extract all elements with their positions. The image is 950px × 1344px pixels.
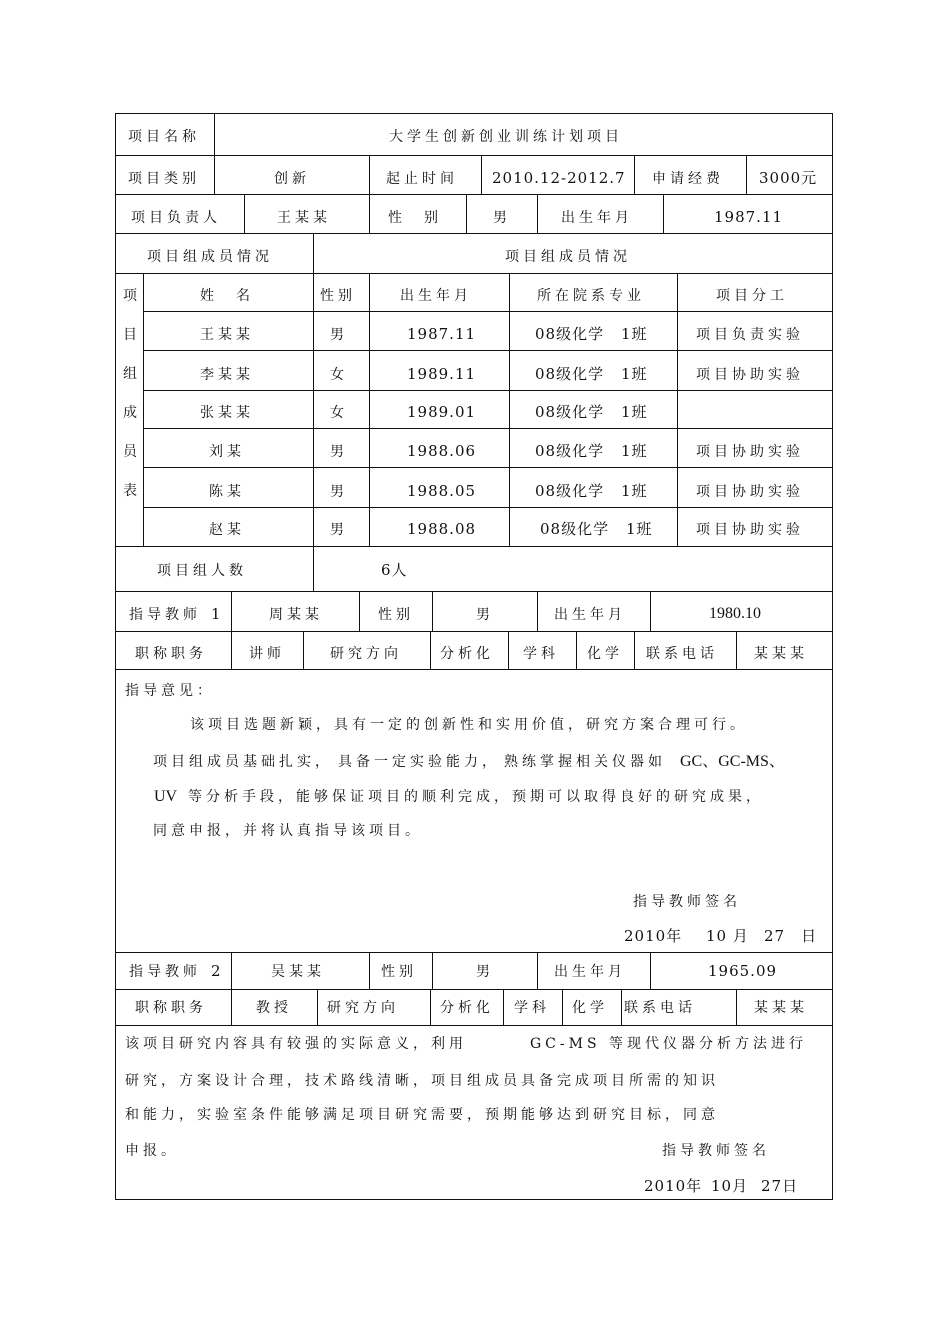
member-gender: 男	[330, 484, 348, 500]
teacher1-opinion-line: 等分析手段，能够保证项目的顺利完成，预期可以取得良好的研究成果，	[188, 789, 764, 805]
divider	[634, 632, 635, 670]
teacher2-gender: 男	[476, 964, 494, 980]
teacher1-opinion-line: 同意申报，并将认真指导该项目。	[153, 823, 423, 839]
teacher1-gender-label: 性别	[378, 607, 414, 623]
side-label-char: 项	[123, 288, 141, 304]
member-gender: 男	[330, 522, 348, 538]
member-class: 08级化学	[535, 482, 605, 500]
divider	[313, 234, 314, 274]
teacher1-opinion-line: 该项目选题新颖，具有一定的创新性和实用价值，研究方案合理可行。	[190, 717, 748, 733]
divider	[313, 547, 314, 592]
header-name: 姓 名	[200, 288, 254, 304]
teacher1-opinion-line: 项目组成员基础扎实，	[153, 754, 333, 770]
teacher2-date-day: 27日	[761, 1177, 799, 1195]
member-gender: 女	[330, 367, 348, 383]
row-teacher1-opinion	[115, 670, 833, 953]
member-birth: 1988.06	[407, 442, 477, 460]
budget-label: 申请经费	[652, 171, 724, 187]
divider	[369, 156, 370, 195]
side-label-char: 成	[123, 405, 141, 421]
leader-gender: 男	[493, 210, 511, 226]
divider	[503, 990, 504, 1026]
project-name-value: 大学生创新创业训练计划项目	[389, 129, 623, 145]
teacher2-subject: 化学	[572, 1000, 608, 1016]
teacher1-phone: 某某某	[754, 646, 808, 662]
teacher1-name: 周某某	[269, 607, 323, 623]
teacher2-subject-label: 学科	[514, 1000, 550, 1016]
teacher1-opinion-title: 指导意见：	[125, 683, 215, 699]
member-count-value: 6人	[381, 561, 408, 579]
divider	[621, 990, 622, 1026]
member-birth: 1989.11	[407, 365, 477, 383]
divider	[634, 156, 635, 195]
teacher2-index: 2	[211, 962, 222, 980]
divider	[537, 195, 538, 234]
member-count-label: 项目组人数	[157, 563, 247, 579]
divider	[736, 990, 737, 1026]
header-birth: 出生年月	[400, 288, 472, 304]
teacher2-opinion-line: GC-MS 等现代仪器分析方法进行	[530, 1036, 808, 1052]
member-name: 李某某	[200, 367, 254, 383]
divider	[313, 274, 314, 547]
member-year: 1班	[621, 482, 648, 500]
divider	[214, 156, 215, 195]
teacher2-opinion-line: 该项目研究内容具有较强的实际意义，利用	[125, 1036, 467, 1052]
teacher2-opinion-line: 和能力，实验室条件能够满足项目研究需要，预期能够达到研究目标，同意	[125, 1107, 719, 1123]
divider	[430, 632, 431, 670]
divider	[359, 592, 360, 632]
divider	[537, 592, 538, 632]
divider	[562, 990, 563, 1026]
member-class: 08级化学	[540, 520, 610, 538]
member-gender: 男	[330, 327, 348, 343]
divider	[466, 195, 467, 234]
teacher1-opinion-line: UV	[154, 788, 178, 805]
teacher2-birth-label: 出生年月	[554, 964, 626, 980]
divider	[369, 953, 370, 990]
teacher1-birth-label: 出生年月	[554, 607, 626, 623]
leader-name: 王某某	[277, 210, 331, 226]
divider	[369, 195, 370, 234]
member-name: 刘某	[209, 444, 245, 460]
teacher2-research-label: 研究方向	[327, 1000, 399, 1016]
member-birth: 1988.05	[407, 482, 477, 500]
teacher1-title-label: 职称职务	[135, 646, 207, 662]
header-gender: 性别	[320, 288, 356, 304]
teacher2-opinion-line: 申报。	[125, 1143, 179, 1159]
project-type-value: 创新	[274, 171, 310, 187]
divider	[677, 274, 678, 547]
project-name-label: 项目名称	[128, 129, 200, 145]
teacher1-research-label: 研究方向	[330, 646, 402, 662]
divider	[537, 953, 538, 990]
teacher2-opinion-line: 研究，方案设计合理，技术路线清晰，项目组成员具备完成项目所需的知识	[125, 1073, 719, 1089]
member-year: 1班	[621, 442, 648, 460]
teacher2-title: 教授	[256, 1000, 292, 1016]
member-role: 项目协助实验	[696, 484, 804, 500]
project-type-label: 项目类别	[128, 171, 200, 187]
teacher1-phone-label: 联系电话	[646, 646, 718, 662]
divider	[663, 195, 664, 234]
leader-birth-label: 出生年月	[561, 210, 633, 226]
member-birth: 1988.08	[407, 520, 477, 538]
member-year: 1班	[621, 403, 648, 421]
divider	[231, 592, 232, 670]
teacher2-phone-label: 联系电话	[624, 1000, 696, 1016]
teacher1-research: 分析化	[440, 646, 494, 662]
teacher1-index: 1	[211, 605, 222, 623]
teacher2-research: 分析化	[440, 1000, 494, 1016]
members-section-right: 项目组成员情况	[505, 249, 631, 265]
divider	[432, 953, 433, 990]
leader-birth: 1987.11	[714, 208, 784, 226]
member-gender: 女	[330, 405, 348, 421]
member-role: 项目协助实验	[696, 444, 804, 460]
divider	[508, 632, 509, 670]
divider	[244, 195, 245, 234]
side-label-char: 组	[123, 366, 141, 382]
divider	[231, 953, 232, 1026]
header-class: 所在院系专业	[537, 288, 645, 304]
member-name: 王某某	[200, 327, 254, 343]
teacher1-opinion-line: 具备一定实验能力，	[338, 754, 500, 770]
teacher1-gender: 男	[476, 607, 494, 623]
member-gender: 男	[330, 444, 348, 460]
member-class: 08级化学	[535, 365, 605, 383]
divider	[576, 632, 577, 670]
members-section-left: 项目组成员情况	[147, 249, 273, 265]
member-class: 08级化学	[535, 442, 605, 460]
teacher1-sign: 指导教师签名	[633, 894, 741, 910]
teacher2-title-label: 职称职务	[135, 1000, 207, 1016]
divider	[214, 113, 215, 156]
divider	[746, 156, 747, 195]
divider	[481, 156, 482, 195]
member-role: 项目负责实验	[696, 327, 804, 343]
teacher1-opinion-line: GC、GC-MS、	[680, 753, 785, 770]
member-role: 项目协助实验	[696, 522, 804, 538]
member-birth: 1989.01	[407, 403, 477, 421]
divider	[430, 990, 431, 1026]
header-role: 项目分工	[716, 288, 788, 304]
teacher2-label: 指导教师	[129, 964, 201, 980]
divider	[736, 632, 737, 670]
row-project-type	[115, 156, 833, 195]
period-label: 起止时间	[386, 171, 458, 187]
divider	[509, 274, 510, 547]
divider	[317, 990, 318, 1026]
teacher1-date-month: 10 月	[706, 927, 749, 945]
teacher1-label: 指导教师	[129, 607, 201, 623]
period-value: 2010.12-2012.7	[492, 169, 626, 187]
teacher1-subject: 化学	[587, 646, 623, 662]
member-role: 项目协助实验	[696, 367, 804, 383]
side-label-char: 员	[123, 444, 141, 460]
teacher2-sign: 指导教师签名	[662, 1143, 770, 1159]
teacher1-title: 讲师	[249, 646, 285, 662]
member-year: 1班	[621, 325, 648, 343]
member-birth: 1987.11	[407, 325, 477, 343]
teacher1-opinion-line: 熟练掌握相关仪器如	[504, 754, 666, 770]
leader-gender-label: 性 别	[388, 210, 442, 226]
member-class: 08级化学	[535, 403, 605, 421]
divider	[650, 953, 651, 990]
divider	[303, 632, 304, 670]
side-label-char: 表	[123, 483, 141, 499]
teacher1-date-day: 27 日	[764, 927, 818, 945]
divider	[432, 592, 433, 632]
member-year: 1班	[626, 520, 653, 538]
divider	[650, 592, 651, 632]
side-label-char: 目	[123, 327, 141, 343]
divider	[369, 274, 370, 547]
leader-label: 项目负责人	[131, 210, 221, 226]
member-year: 1班	[621, 365, 648, 383]
teacher2-date-year: 2010年	[644, 1177, 703, 1195]
teacher2-birth: 1965.09	[708, 962, 778, 980]
member-class: 08级化学	[535, 325, 605, 343]
member-name: 陈某	[209, 484, 245, 500]
teacher1-subject-label: 学科	[523, 646, 559, 662]
teacher1-birth: 1980.10	[709, 605, 761, 622]
teacher2-name: 吴某某	[271, 964, 325, 980]
member-name: 赵某	[209, 522, 245, 538]
divider	[143, 274, 144, 547]
teacher1-date-year: 2010年	[624, 927, 683, 945]
member-name: 张某某	[200, 405, 254, 421]
teacher2-gender-label: 性别	[381, 964, 417, 980]
teacher2-phone: 某某某	[754, 1000, 808, 1016]
budget-value: 3000元	[759, 169, 818, 187]
teacher2-date-month: 10月	[711, 1177, 749, 1195]
